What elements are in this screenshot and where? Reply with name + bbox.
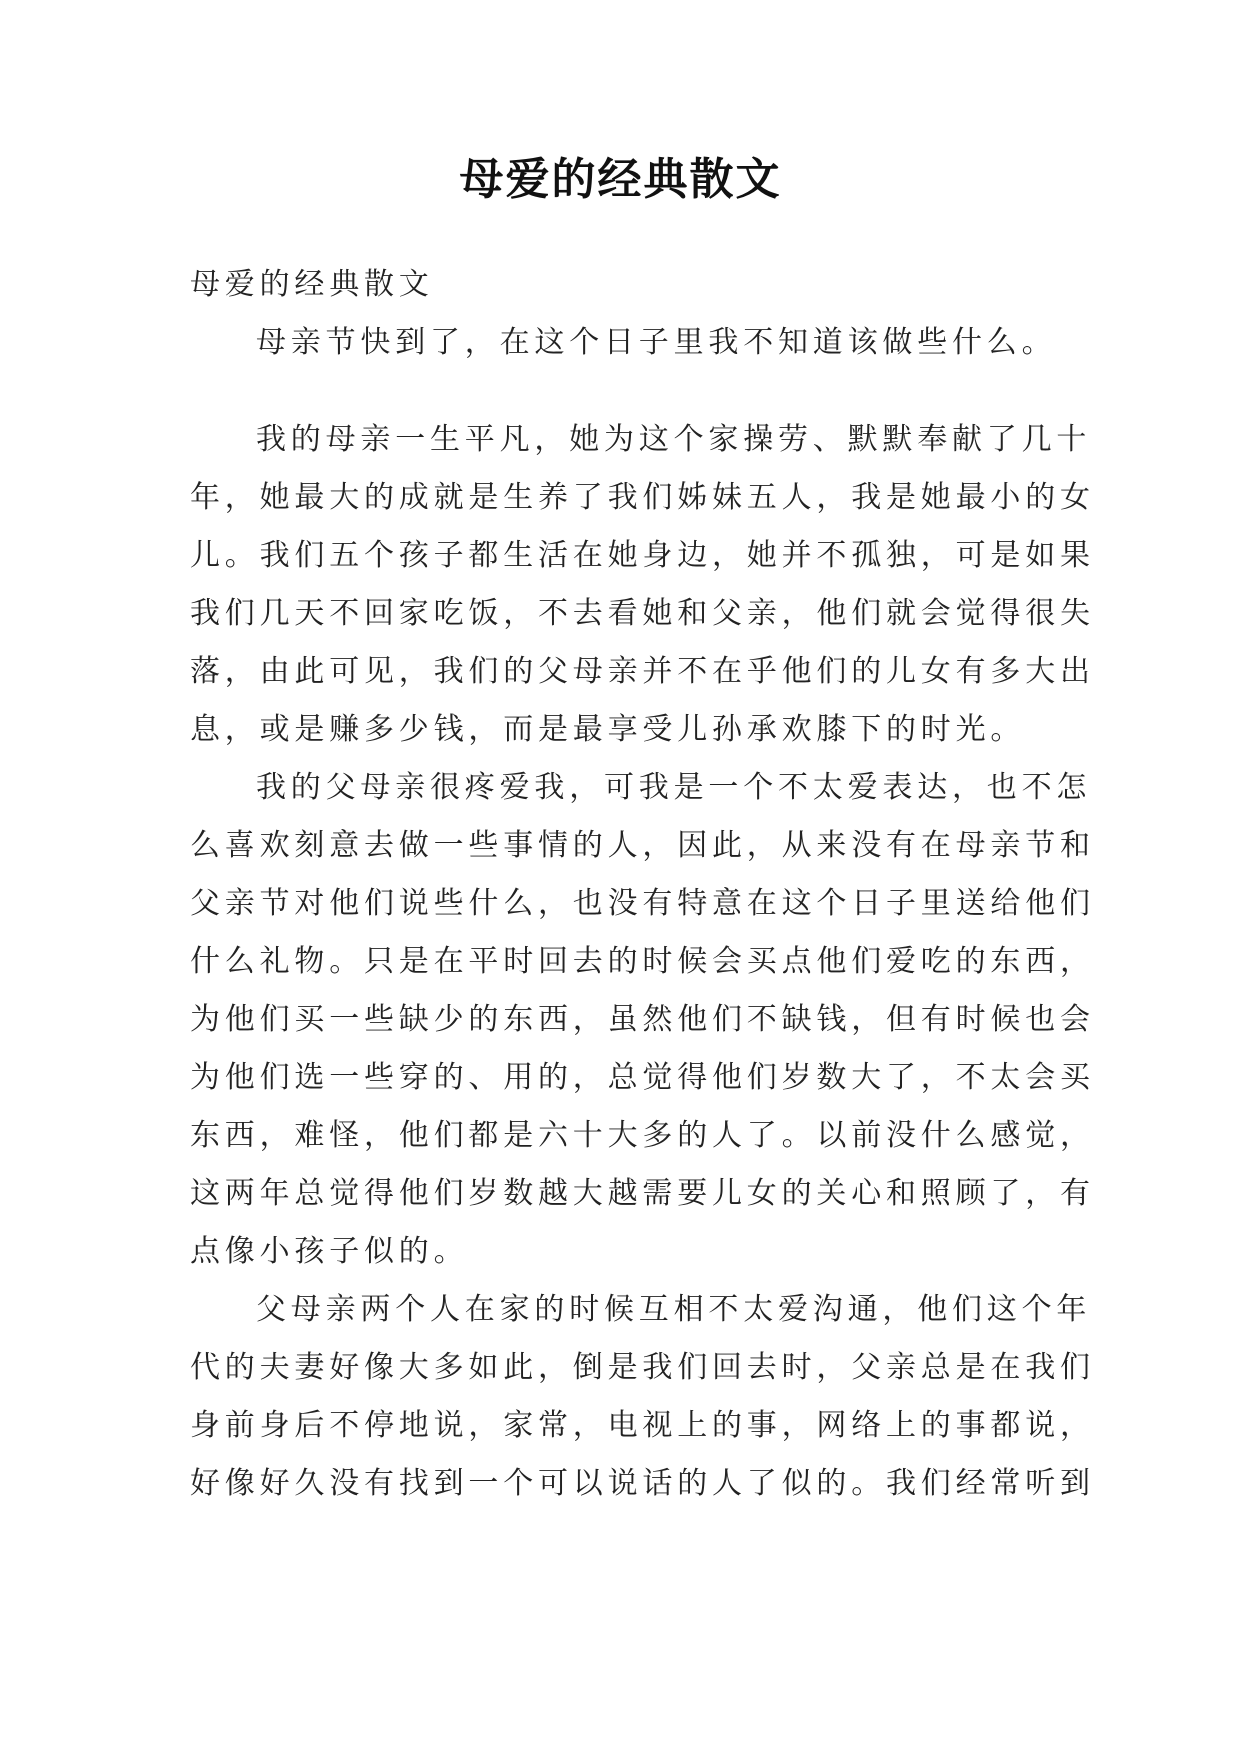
- paragraph-line: 为他们买一些缺少的东西，虽然他们不缺钱，但有时候也会: [190, 1002, 1095, 1037]
- paragraph-line: 这两年总觉得他们岁数越大越需要儿女的关心和照顾了，有: [190, 1176, 1095, 1211]
- document-title: 母爱的经典散文: [459, 154, 782, 205]
- paragraph-line: 为他们选一些穿的、用的，总觉得他们岁数大了，不太会买: [190, 1060, 1095, 1095]
- paragraph-line: 息，或是赚多少钱，而是最享受儿孙承欢膝下的时光。: [190, 712, 1026, 747]
- paragraph-line: 代的夫妻好像大多如此，倒是我们回去时，父亲总是在我们: [190, 1350, 1095, 1385]
- paragraph-line: 我的母亲一生平凡，她为这个家操劳、默默奉献了几十: [256, 422, 1092, 457]
- paragraph-line: 落，由此可见，我们的父母亲并不在乎他们的儿女有多大出: [190, 654, 1095, 689]
- paragraph-line: 东西，难怪，他们都是六十大多的人了。以前没什么感觉，: [190, 1118, 1095, 1153]
- paragraph-line: 我的父母亲很疼爱我，可我是一个不太爱表达，也不怎: [256, 770, 1092, 805]
- paragraph-line: 什么礼物。只是在平时回去的时候会买点他们爱吃的东西，: [190, 944, 1095, 979]
- intro-line: 母亲节快到了，在这个日子里我不知道该做些什么。: [256, 325, 1057, 360]
- paragraph-line: 身前身后不停地说，家常，电视上的事，网络上的事都说，: [190, 1408, 1095, 1443]
- paragraph-line: 么喜欢刻意去做一些事情的人，因此，从来没有在母亲节和: [190, 828, 1095, 863]
- paragraph-line: 儿。我们五个孩子都生活在她身边，她并不孤独，可是如果: [190, 538, 1095, 573]
- document-subtitle: 母爱的经典散文: [190, 267, 434, 302]
- paragraph-line: 父母亲两个人在家的时候互相不太爱沟通，他们这个年: [256, 1292, 1092, 1327]
- paragraph-line: 好像好久没有找到一个可以说话的人了似的。我们经常听到: [190, 1466, 1095, 1501]
- paragraph-line: 我们几天不回家吃饭，不去看她和父亲，他们就会觉得很失: [190, 596, 1095, 631]
- paragraph-line: 年，她最大的成就是生养了我们姊妹五人，我是她最小的女: [190, 480, 1095, 515]
- paragraph-line: 父亲节对他们说些什么，也没有特意在这个日子里送给他们: [190, 886, 1095, 921]
- paragraph-line: 点像小孩子似的。: [190, 1234, 469, 1269]
